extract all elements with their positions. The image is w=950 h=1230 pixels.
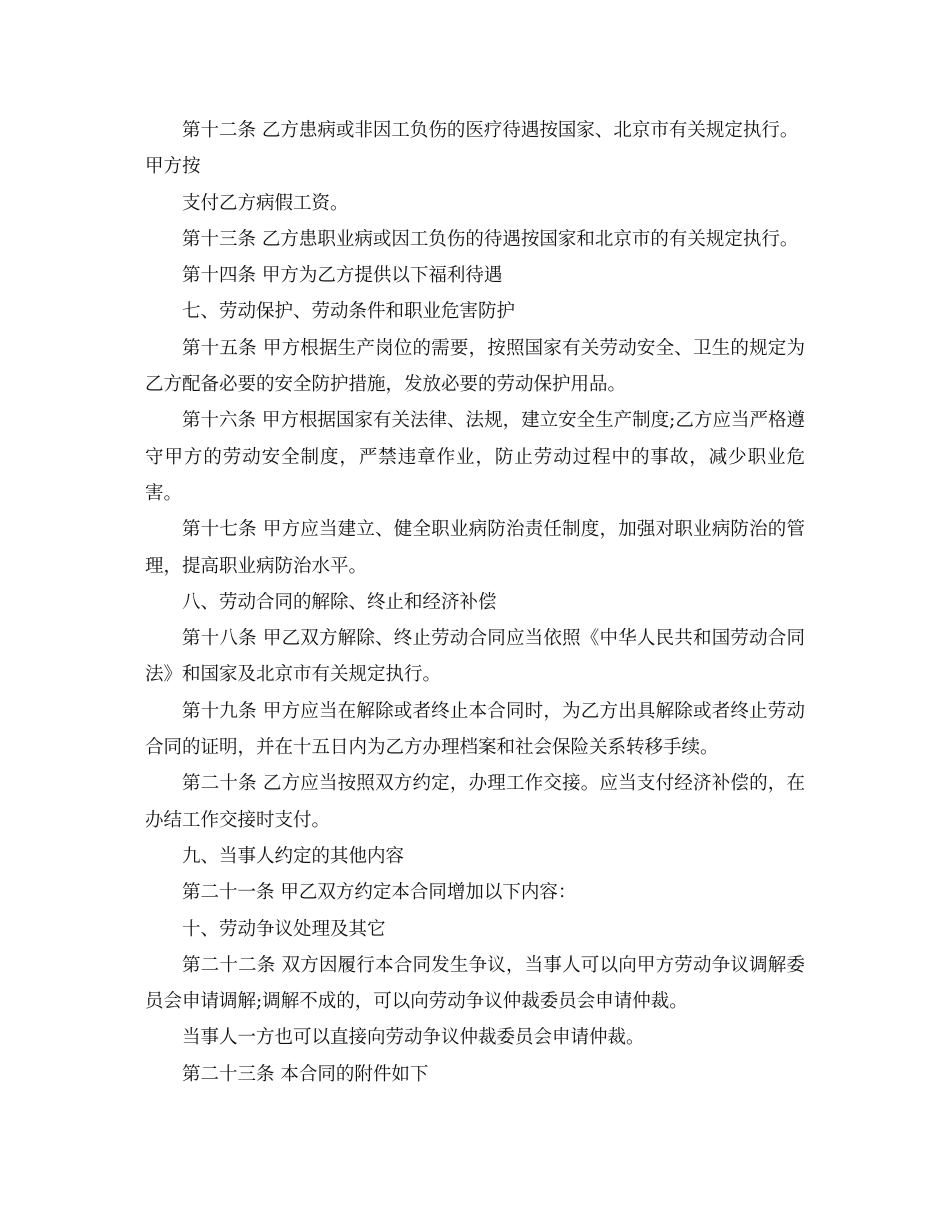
paragraph: 甲方按 bbox=[145, 156, 201, 178]
paragraph: 第十二条 乙方患病或非因工负伤的医疗待遇按国家、北京市有关规定执行。 bbox=[182, 120, 799, 141]
section-heading: 七、劳动保护、劳动条件和职业危害防护 bbox=[182, 301, 516, 323]
paragraph: 第十四条 甲方为乙方提供以下福利待遇 bbox=[182, 265, 503, 287]
section-heading: 八、劳动合同的解除、终止和经济补偿 bbox=[182, 591, 497, 613]
paragraph: 第十八条 甲乙双方解除、终止劳动合同应当依照《中华人民共和国劳动合同法》和国家及北京市有关规定执行。 bbox=[145, 628, 805, 686]
paragraph: 第二十二条 双方因履行本合同发生争议，当事人可以向甲方劳动争议调解委员会申请调解;调解不成的，可以向劳动争议仲裁委员会申请仲裁。 bbox=[145, 954, 805, 1013]
section-heading: 十、劳动争议处理及其它 bbox=[182, 918, 386, 940]
paragraph: 第二十三条 本合同的附件如下 bbox=[182, 1063, 429, 1085]
paragraph: 第十五条 甲方根据生产岗位的需要，按照国家有关劳动安全、卫生的规定为乙方配备必要的安全防护措施，发放必要的劳动保护用品。 bbox=[145, 337, 805, 396]
paragraph: 第二十条 乙方应当按照双方约定，办理工作交接。应当支付经济补偿的，在办结工作交接时支付。 bbox=[145, 773, 805, 831]
paragraph: 支付乙方病假工资。 bbox=[182, 192, 349, 214]
paragraph: 当事人一方也可以直接向劳动争议仲裁委员会申请仲裁。 bbox=[182, 1027, 645, 1049]
document-body bbox=[145, 113, 805, 1093]
paragraph: 第十九条 甲方应当在解除或者终止本合同时，为乙方出具解除或者终止劳动合同的证明，并在十五日内为乙方办理档案和社会保险关系转移手续。 bbox=[145, 700, 805, 759]
paragraph: 第二十一条 甲乙双方约定本合同增加以下内容： bbox=[182, 882, 577, 904]
paragraph: 第十七条 甲方应当建立、健全职业病防治责任制度，加强对职业病防治的管理，提高职业病防治水平。 bbox=[145, 519, 805, 577]
paragraph: 第十三条 乙方患职业病或因工负伤的待遇按国家和北京市的有关规定执行。 bbox=[182, 228, 799, 250]
section-heading: 九、当事人约定的其他内容 bbox=[182, 845, 405, 867]
paragraph: 第十六条 甲方根据国家有关法律、法规，建立安全生产制度;乙方应当严格遵守甲方的劳动安全制度，严禁违章作业，防止劳动过程中的事故，减少职业危害。 bbox=[145, 410, 805, 504]
